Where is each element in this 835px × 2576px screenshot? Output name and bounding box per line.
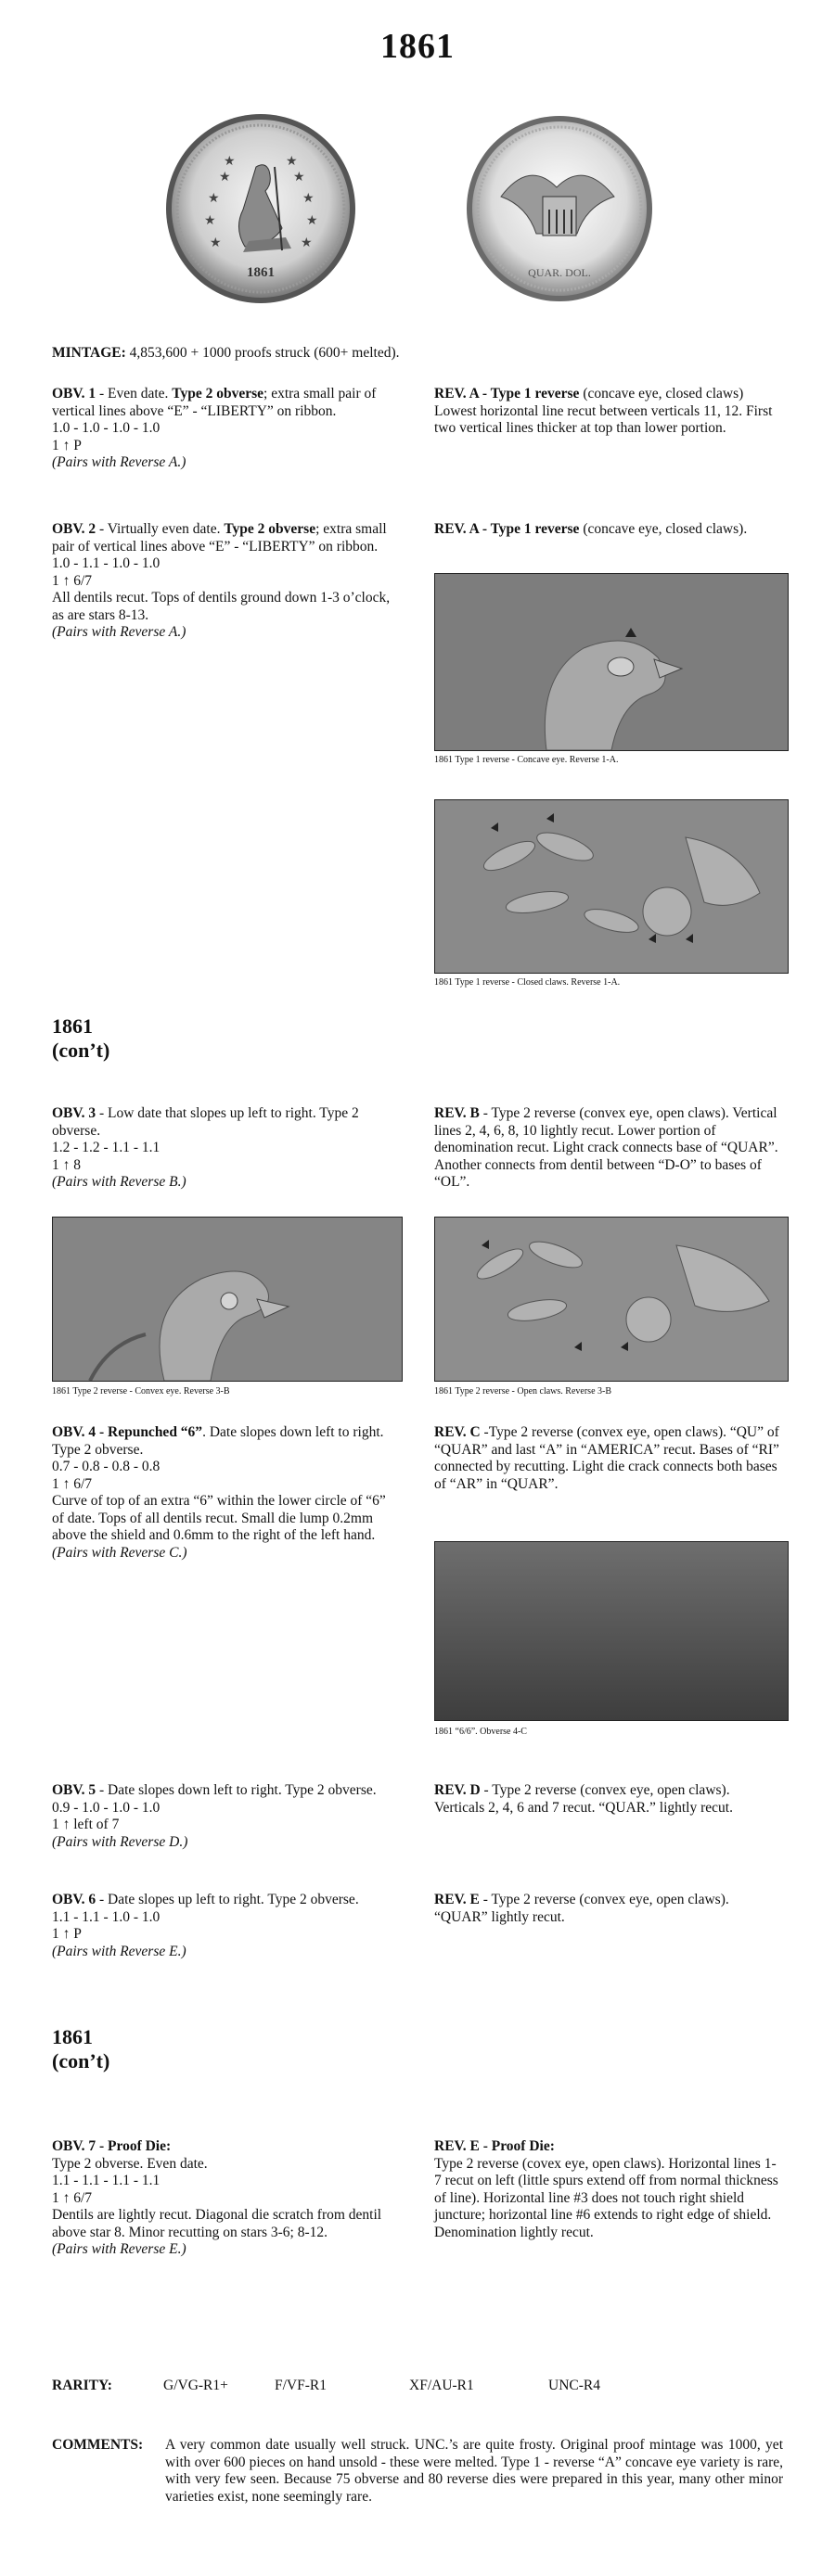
obv3-position: 1 ↑ 8 (52, 1156, 81, 1173)
revE-proof-entry (434, 2138, 783, 2241)
obv5-pairs: (Pairs with Reverse D.) (52, 1833, 188, 1850)
obv6-pairs: (Pairs with Reverse E.) (52, 1943, 186, 1959)
obv1-pairs: (Pairs with Reverse A.) (52, 454, 186, 470)
obv5-entry (52, 1782, 401, 1851)
revE-entry (434, 1892, 783, 1926)
convex-eye-photo (52, 1217, 403, 1382)
obv4-note: Curve of top of an extra “6” within the lower circle of “6” of date. Tops of all dentils recut. Small die lump 0.2mm above the shield and 0.6mm to the right of the left hand. (52, 1493, 386, 1543)
continued-year-1: 1861 (52, 1014, 93, 1038)
revE-proof-text: Type 2 reverse (covex eye, open claws). Horizontal lines 1-7 recut on left (little spurs extend off from normal thickness of line). Horizontal line #3 does not touch right shield juncture; horizontal line #6 extends to right edge of shield. Denomination lightly recut. (434, 2155, 778, 2240)
continued-heading-1 (52, 1014, 109, 1063)
obv6-text: - Date slopes up left to right. Type 2 obverse. (96, 1892, 359, 1907)
revA1-head: REV. A (434, 386, 479, 402)
caption-convex-eye: 1861 Type 2 reverse - Convex eye. Reverse 3-B (52, 1386, 230, 1396)
caption-concave-eye: 1861 Type 1 reverse - Concave eye. Reverse 1-A. (434, 755, 619, 765)
revD-head: REV. D (434, 1782, 481, 1798)
revA2-entry (434, 521, 783, 539)
obv2-note: All dentils recut. Tops of dentils ground down 1-3 o’clock, as are stars 8-13. (52, 590, 391, 623)
rarity-unc: UNC-R4 (548, 2378, 600, 2393)
obv1-entry (52, 386, 401, 472)
obv2-pairs: (Pairs with Reverse A.) (52, 624, 186, 640)
concave-eye-photo (434, 573, 789, 751)
obv7-line: Type 2 obverse. Even date. (52, 2155, 208, 2172)
mintage-label: MINTAGE: (52, 345, 126, 361)
obv3-head: OBV. 3 (52, 1105, 96, 1121)
rarity-label: RARITY: (52, 2378, 112, 2393)
revD-entry (434, 1782, 783, 1817)
obv7-pairs: (Pairs with Reverse E.) (52, 2241, 186, 2257)
svg-text:★: ★ (204, 214, 216, 228)
obv2-intro: - Virtually even date. (96, 521, 225, 537)
comments-label-text: COMMENTS: (52, 2437, 144, 2453)
obv4-grades: 0.7 - 0.8 - 0.8 - 0.8 (52, 1459, 161, 1474)
obv2-head: OBV. 2 (52, 521, 96, 537)
svg-text:★: ★ (302, 192, 315, 206)
obv3-pairs: (Pairs with Reverse B.) (52, 1174, 186, 1190)
continued-heading-2 (52, 2025, 109, 2073)
obv2-type: Type 2 obverse (224, 521, 316, 537)
obv6-head: OBV. 6 (52, 1892, 96, 1907)
obv4-text: . Date slopes down left to right. Type 2 obverse. (52, 1424, 384, 1458)
svg-text:★: ★ (293, 171, 305, 185)
revA2-type: - Type 1 reverse (478, 521, 580, 537)
obv2-grades: 1.0 - 1.1 - 1.0 - 1.0 (52, 555, 161, 571)
revE-text: - Type 2 reverse (convex eye, open claws). “QUAR” lightly recut. (434, 1892, 729, 1925)
obv1-intro: - Even date. (96, 386, 173, 402)
obv1-type: Type 2 obverse (172, 386, 264, 402)
obv7-note: Dentils are lightly recut. Diagonal die scratch from dentil above star 8. Minor recutting on stars 3-6; 8-12. (52, 2207, 382, 2240)
obv6-entry (52, 1892, 401, 1960)
reverse-coin-image (464, 113, 655, 304)
obv7-position: 1 ↑ 6/7 (52, 2189, 93, 2206)
obv6-position: 1 ↑ P (52, 1926, 82, 1942)
rarity-g: G/VG-R1+ (163, 2378, 228, 2393)
obverse-coin-image (163, 111, 358, 306)
obv4-pairs: (Pairs with Reverse C.) (52, 1544, 187, 1561)
caption-closed-claws: 1861 Type 1 reverse - Closed claws. Reverse 1-A. (434, 977, 621, 988)
obv1-position: 1 ↑ P (52, 437, 82, 453)
revC-text: -Type 2 reverse (convex eye, open claws). “QU” of “QUAR” and last “A” in “AMERICA” recut. Bases of “RI” connected by recutting. Light die crack connects both bases of “AR” in “QUAR”. (434, 1424, 779, 1492)
open-claws-photo (434, 1217, 789, 1382)
obv7-entry (52, 2138, 401, 2259)
revB-entry (434, 1105, 783, 1192)
comments-label (52, 2437, 163, 2455)
obverse-date-text: 1861 (247, 265, 275, 280)
obv4-head: OBV. 4 - Repunched “6” (52, 1424, 203, 1440)
revE-proof-head: REV. E - Proof Die: (434, 2138, 555, 2154)
obv5-grades: 0.9 - 1.0 - 1.0 - 1.0 (52, 1799, 161, 1816)
revA1-entry (434, 386, 783, 438)
obv4-entry (52, 1424, 401, 1562)
page-title: 1861 (380, 27, 455, 66)
svg-text:★: ★ (219, 171, 231, 185)
svg-text:★: ★ (286, 155, 298, 169)
obv5-position: 1 ↑ left of 7 (52, 1817, 120, 1832)
svg-text:★: ★ (301, 236, 313, 250)
obv1-text: ; extra small pair of vertical lines above “E” - “LIBERTY” on ribbon. (52, 386, 377, 419)
revD-text: - Type 2 reverse (convex eye, open claws). Verticals 2, 4, 6 and 7 recut. “QUAR.” lightly recut. (434, 1782, 733, 1816)
revC-head: REV. C (434, 1424, 481, 1440)
revA2-text: (concave eye, closed claws). (579, 521, 748, 537)
revB-head: REV. B (434, 1105, 480, 1121)
caption-open-claws: 1861 Type 2 reverse - Open claws. Reverse 3-B (434, 1386, 612, 1396)
continued-label-2: (con’t) (52, 2049, 110, 2072)
svg-text:★: ★ (224, 155, 236, 169)
obv5-text: - Date slopes down left to right. Type 2 obverse. (96, 1782, 377, 1798)
obv5-head: OBV. 5 (52, 1782, 96, 1798)
revB-text: - Type 2 reverse (convex eye, open claws). Vertical lines 2, 4, 6, 8, 10 lightly recut. Lower portion of denomination recut. Light crack connects base of “QUAR”. Another connects from dentil between “D-O” to bases of “OL”. (434, 1105, 778, 1190)
reverse-legend-text: QUAR. DOL. (528, 266, 591, 279)
revC-entry (434, 1424, 783, 1493)
obv3-grades: 1.2 - 1.2 - 1.1 - 1.1 (52, 1140, 161, 1155)
continued-label-1: (con’t) (52, 1039, 110, 1062)
svg-text:★: ★ (210, 236, 222, 250)
revA1-type: - Type 1 reverse (478, 386, 580, 402)
rarity-f: F/VF-R1 (275, 2378, 327, 2393)
comments-text: A very common date usually well struck. UNC.’s are quite frosty. Original proof mintage was 1000, yet with over 600 pieces on hand unsold - these were melted. Type 1 - reverse “A” concave eye variety is rare, with very few seen. Because 75 obverse and 80 reverse dies were prepared in this year, many other minor varieties exist, none seemingly rare. (165, 2437, 783, 2505)
rarity-xf: XF/AU-R1 (409, 2378, 474, 2393)
obv1-head: OBV. 1 (52, 386, 96, 402)
closed-claws-photo (434, 799, 789, 974)
svg-text:★: ★ (306, 214, 318, 228)
obv3-text: - Low date that slopes up left to right. Type 2 obverse. (52, 1105, 359, 1139)
revE-head: REV. E (434, 1892, 480, 1907)
obv6-grades: 1.1 - 1.1 - 1.0 - 1.0 (52, 1908, 161, 1925)
continued-year-2: 1861 (52, 2025, 93, 2048)
revA2-head: REV. A (434, 521, 479, 537)
revA1-text: (concave eye, closed claws) Lowest horizontal line recut between verticals 11, 12. First two vertical lines thicker at top than lower portion. (434, 386, 773, 436)
caption-date-closeup: 1861 “6/6”. Obverse 4-C (434, 1727, 527, 1737)
obv4-position: 1 ↑ 6/7 (52, 1475, 93, 1492)
obv2-text: ; extra small pair of vertical lines above “E” - “LIBERTY” on ribbon. (52, 521, 387, 555)
obv7-head: OBV. 7 - Proof Die: (52, 2138, 172, 2154)
mintage-line (52, 345, 794, 363)
obv3-entry (52, 1105, 401, 1192)
obv7-grades: 1.1 - 1.1 - 1.1 - 1.1 (52, 2173, 161, 2188)
obv1-grades: 1.0 - 1.0 - 1.0 - 1.0 (52, 420, 161, 436)
mintage-value: 4,853,600 + 1000 proofs struck (600+ melted). (129, 345, 400, 361)
date-closeup-photo (434, 1541, 789, 1721)
obv2-entry (52, 521, 401, 642)
obv2-position: 1 ↑ 6/7 (52, 572, 93, 589)
svg-text:★: ★ (208, 192, 220, 206)
